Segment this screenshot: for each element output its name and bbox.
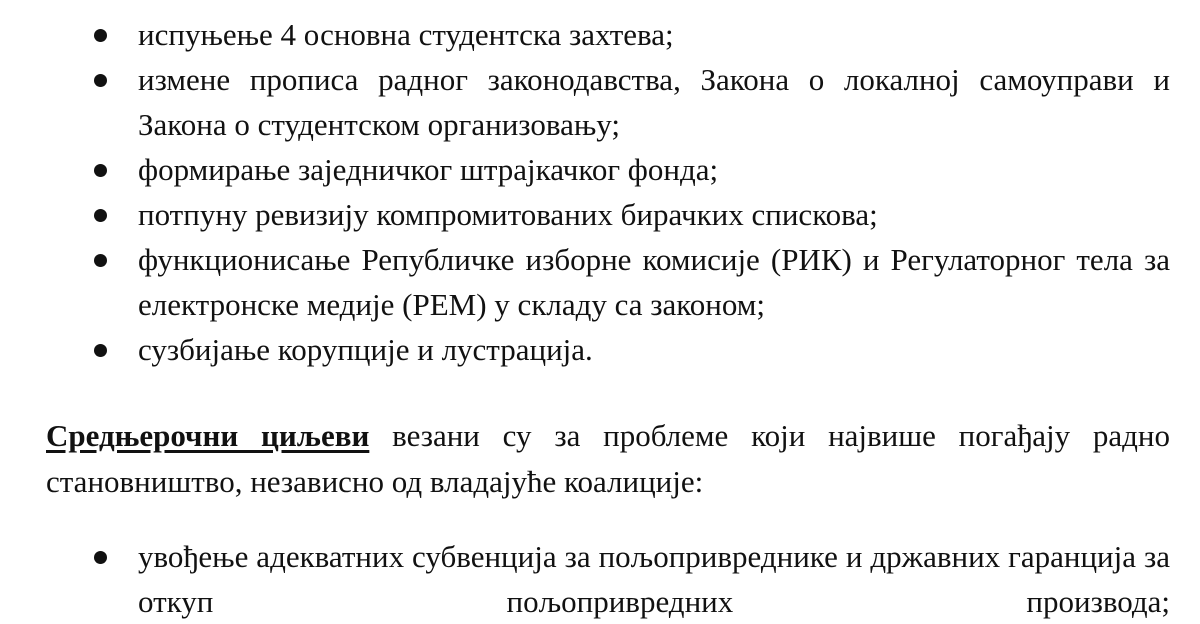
list-item-text: сузбијање корупције и лустрација.	[138, 332, 593, 367]
list-item	[0, 12, 1200, 57]
bullet-icon	[94, 551, 107, 564]
bullet-icon	[94, 209, 107, 222]
goals-bullet-list	[0, 12, 1200, 372]
bullet-icon	[94, 29, 107, 42]
list-item-text: испуњење 4 основна студентска захтева;	[138, 17, 674, 52]
list-item-text: измене прописа радног законодавства, Закона о локалној самоуправи и Закона о студентском организовању;	[138, 62, 1170, 142]
list-item	[0, 192, 1200, 237]
list-item	[0, 534, 1200, 624]
list-item	[0, 327, 1200, 372]
bullet-icon	[94, 74, 107, 87]
list-item-text: потпуну ревизију компромитованих бирачких спискова;	[138, 197, 878, 232]
list-item	[0, 237, 1200, 327]
bullet-icon	[94, 254, 107, 267]
paragraph-text: везани су за проблеме који највише погађају радно становништво, независно од владајуће коалиције:	[46, 418, 1170, 499]
midterm-goals-paragraph	[46, 413, 1170, 505]
list-item-text: увођење адекватних субвенција за пољопривреднике и државних гаранција за откуп пољопривредних производа;	[138, 539, 1170, 619]
midterm-goals-heading: Средњерочни циљеви	[46, 418, 370, 453]
list-item-text: функционисање Републичке изборне комисије (РИК) и Регулаторног тела за електронске медије (РЕМ) у складу са законом;	[138, 242, 1170, 322]
midterm-goals-bullet-list	[0, 534, 1200, 624]
list-item-text: формирање заједничког штрајкачког фонда;	[138, 152, 719, 187]
list-item	[0, 57, 1200, 147]
bullet-icon	[94, 344, 107, 357]
list-item	[0, 147, 1200, 192]
bullet-icon	[94, 164, 107, 177]
